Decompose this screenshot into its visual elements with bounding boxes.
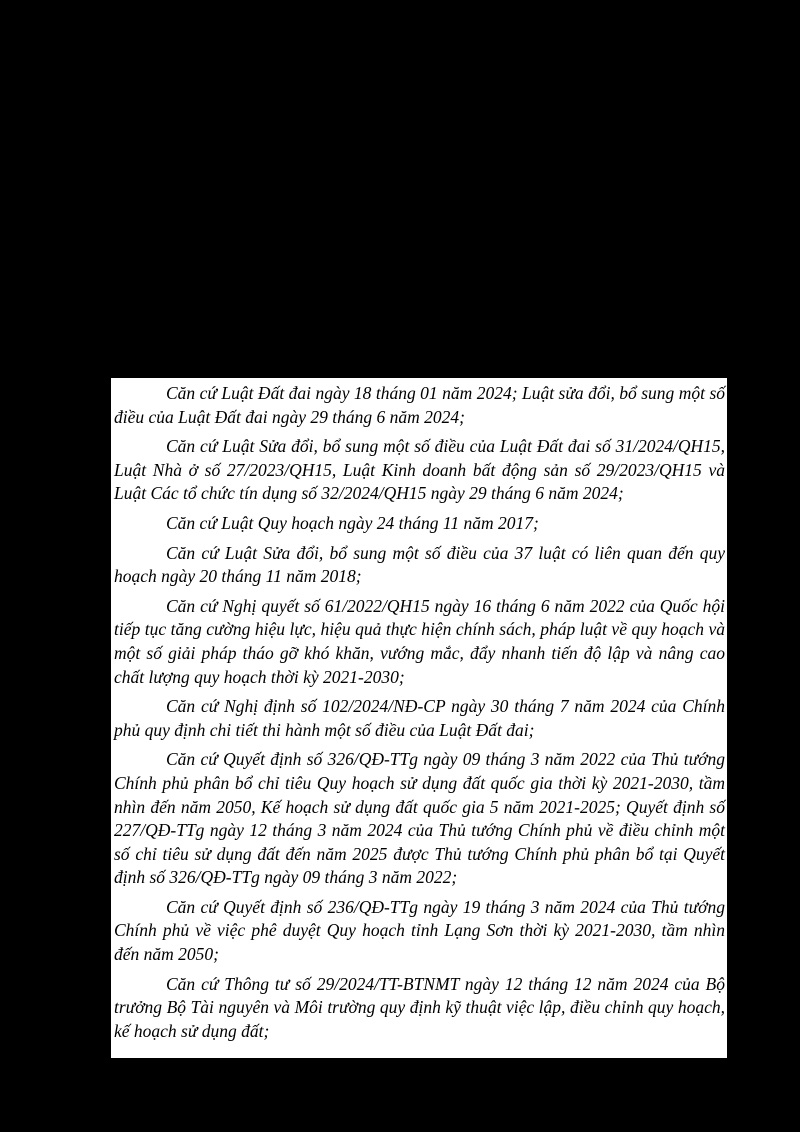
document-panel (111, 378, 727, 1058)
legal-basis-paragraph: Căn cứ Thông tư số 29/2024/TT-BTNMT ngày 12 tháng 12 năm 2024 của Bộ trưởng Bộ Tài nguyên và Môi trường quy định kỹ thuật việc lập, điều chỉnh quy hoạch, kế hoạch sử dụng đất; (114, 973, 725, 1041)
legal-basis-paragraph: Căn cứ Nghị định số 102/2024/NĐ-CP ngày 30 tháng 7 năm 2024 của Chính phủ quy định chi tiết thi hành một số điều của Luật Đất đai; (114, 696, 725, 740)
legal-basis-paragraph: Căn cứ Quyết định số 236/QĐ-TTg ngày 19 tháng 3 năm 2024 của Thủ tướng Chính phủ về việc phê duyệt Quy hoạch tỉnh Lạng Sơn thời kỳ 2021-2030, tầm nhìn đến năm 2050; (114, 896, 725, 965)
legal-basis-paragraph: Căn cứ Luật Đất đai ngày 18 tháng 01 năm 2024; Luật sửa đổi, bổ sung một số điều của Luật Đất đai ngày 29 tháng 6 năm 2024; (114, 383, 725, 427)
legal-basis-paragraph: Căn cứ Quyết định số 326/QĐ-TTg ngày 09 tháng 3 năm 2022 của Thủ tướng Chính phủ phân bổ chỉ tiêu Quy hoạch sử dụng đất quốc gia thời kỳ 2021-2030, tầm nhìn đến năm 2050, Kế hoạch sử dụng đất quốc gia 5 năm 2021-2025; Quyết định số 227/QĐ-TTg ngày 12 tháng 3 năm 2024 của Thủ tướng Chính phủ về điều chỉnh một số chỉ tiêu sử dụng đất đến năm 2025 được Thủ tướng Chính phủ phân bổ tại Quyết định số 326/QĐ-TTg ngày 09 tháng 3 năm 2022; (114, 749, 725, 888)
legal-basis-paragraph: Căn cứ Luật Sửa đổi, bổ sung một số điều của Luật Đất đai số 31/2024/QH15, Luật Nhà ở số 27/2023/QH15, Luật Kinh doanh bất động sản số 29/2023/QH15 và Luật Các tổ chức tín dụng số 32/2024/QH15 ngày 29 tháng 6 năm 2024; (114, 436, 725, 504)
legal-basis-paragraph: Căn cứ Nghị quyết số 61/2022/QH15 ngày 16 tháng 6 năm 2022 của Quốc hội tiếp tục tăng cường hiệu lực, hiệu quả thực hiện chính sách, pháp luật về quy hoạch và một số giải pháp tháo gỡ khó khăn, vướng mắc, đẩy nhanh tiến độ lập và nâng cao chất lượng quy hoạch thời kỳ 2021-2030; (114, 595, 725, 687)
legal-basis-paragraph: Căn cứ Luật Quy hoạch ngày 24 tháng 11 năm 2017; (166, 512, 539, 533)
legal-basis-paragraph: Căn cứ Luật Sửa đổi, bổ sung một số điều của 37 luật có liên quan đến quy hoạch ngày 20 tháng 11 năm 2018; (114, 542, 725, 587)
